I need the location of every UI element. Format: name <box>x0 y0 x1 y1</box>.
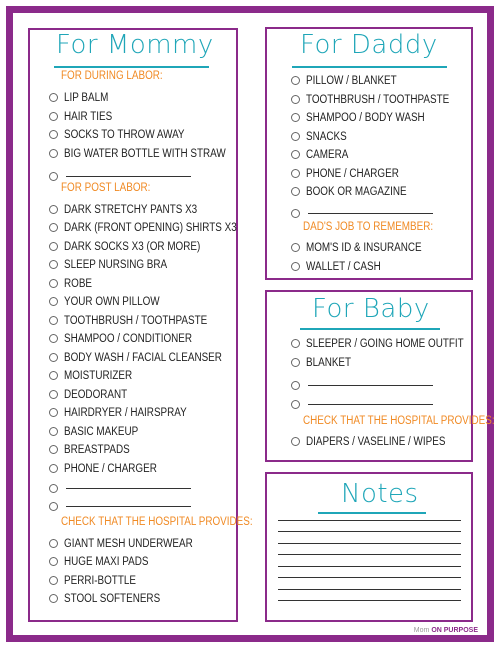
notes-title-underline <box>318 512 426 514</box>
checklist-item[interactable]: DIAPERS / VASELINE / WIPES <box>291 433 468 450</box>
checkbox-circle-icon[interactable] <box>49 539 58 548</box>
notes-line[interactable] <box>278 531 461 532</box>
notes-line[interactable] <box>278 600 461 601</box>
checkbox-circle-icon[interactable] <box>291 243 300 252</box>
checkbox-circle-icon[interactable] <box>291 187 300 196</box>
checklist-item[interactable]: HUGE MAXI PADS <box>49 553 162 570</box>
checkbox-circle-icon[interactable] <box>291 113 300 122</box>
checkbox-circle-icon[interactable] <box>291 169 300 178</box>
checkbox-circle-icon[interactable] <box>49 390 58 399</box>
checklist-item[interactable]: PILLOW / BLANKET <box>291 72 411 89</box>
checkbox-circle-icon[interactable] <box>291 339 300 348</box>
notes-line[interactable] <box>278 577 461 578</box>
checkbox-circle-icon[interactable] <box>291 400 300 409</box>
baby-title-underline <box>300 328 440 330</box>
checklist-item[interactable]: BIG WATER BOTTLE WITH STRAW <box>49 145 252 162</box>
baby-hospital-heading: CHECK THAT THE HOSPITAL PROVIDES: <box>303 415 495 427</box>
checklist-item[interactable]: HAIRDRYER / HAIRSPRAY <box>49 404 207 421</box>
checklist-item[interactable]: SNACKS <box>291 128 353 145</box>
checklist-item[interactable]: SHAMPOO / BODY WASH <box>291 109 444 126</box>
checklist-item[interactable]: SLEEP NURSING BRA <box>49 256 184 273</box>
daddy-title-underline <box>292 66 447 68</box>
write-in-line[interactable] <box>66 176 191 177</box>
checklist-item[interactable]: BASIC MAKEUP <box>49 423 150 440</box>
checklist-item[interactable]: SLEEPER / GOING HOME OUTFIT <box>291 335 489 352</box>
mommy-hospital-heading: CHECK THAT THE HOSPITAL PROVIDES: <box>61 516 253 528</box>
checkbox-circle-icon[interactable] <box>49 93 58 102</box>
checklist-item[interactable]: LIP BALM <box>49 89 116 106</box>
checkbox-circle-icon[interactable] <box>291 262 300 271</box>
checklist-item[interactable]: HAIR TIES <box>49 108 120 125</box>
checklist-item[interactable]: YOUR OWN PILLOW <box>49 293 175 310</box>
checkbox-circle-icon[interactable] <box>291 132 300 141</box>
checkbox-circle-icon[interactable] <box>49 112 58 121</box>
checklist-item[interactable]: DARK SOCKS X3 (OR MORE) <box>49 238 222 255</box>
checklist-item[interactable]: BODY WASH / FACIAL CLEANSER <box>49 349 248 366</box>
blank-checklist-item[interactable] <box>49 498 191 515</box>
checkbox-circle-icon[interactable] <box>291 95 300 104</box>
mommy-post-heading: FOR POST LABOR: <box>61 182 151 194</box>
checkbox-circle-icon[interactable] <box>291 437 300 446</box>
write-in-line[interactable] <box>308 385 433 386</box>
checkbox-circle-icon[interactable] <box>49 594 58 603</box>
checkbox-circle-icon[interactable] <box>49 502 58 511</box>
checkbox-circle-icon[interactable] <box>49 279 58 288</box>
blank-checklist-item[interactable] <box>291 205 433 222</box>
checklist-item[interactable]: SOCKS TO THROW AWAY <box>49 126 204 143</box>
notes-title: Notes <box>341 479 419 509</box>
checkbox-circle-icon[interactable] <box>291 381 300 390</box>
checkbox-circle-icon[interactable] <box>291 150 300 159</box>
checkbox-circle-icon[interactable] <box>49 484 58 493</box>
checkbox-circle-icon[interactable] <box>49 557 58 566</box>
checklist-item[interactable]: TOOTHBRUSH / TOOTHPASTE <box>291 91 473 108</box>
checkbox-circle-icon[interactable] <box>49 260 58 269</box>
blank-checklist-item[interactable] <box>291 396 433 413</box>
brand-prefix: Mom <box>413 627 430 634</box>
daddy-title: For Daddy <box>300 30 438 60</box>
checkbox-circle-icon[interactable] <box>49 223 58 232</box>
brand-name: ON PURPOSE <box>431 627 478 634</box>
checkbox-circle-icon[interactable] <box>49 408 58 417</box>
checklist-item[interactable]: DARK STRETCHY PANTS X3 <box>49 201 219 218</box>
checkbox-circle-icon[interactable] <box>49 464 58 473</box>
checklist-item[interactable]: BOOK OR MAGAZINE <box>291 183 423 200</box>
daddy-job-heading: DAD'S JOB TO REMEMBER: <box>303 221 434 233</box>
checklist-item[interactable]: SHAMPOO / CONDITIONER <box>49 330 213 347</box>
checkbox-circle-icon[interactable] <box>49 172 58 181</box>
checklist-item[interactable]: PHONE / CHARGER <box>291 165 414 182</box>
checklist-item[interactable]: TOOTHBRUSH / TOOTHPASTE <box>49 312 231 329</box>
checklist-item[interactable]: ROBE <box>49 275 97 292</box>
checkbox-circle-icon[interactable] <box>291 209 300 218</box>
checkbox-circle-icon[interactable] <box>291 358 300 367</box>
checkbox-circle-icon[interactable] <box>49 205 58 214</box>
checklist-item[interactable]: PERRI-BOTTLE <box>49 572 148 589</box>
write-in-line[interactable] <box>308 213 433 214</box>
checklist-item[interactable]: CAMERA <box>291 146 355 163</box>
checklist-item[interactable]: WALLET / CASH <box>291 258 393 275</box>
checkbox-circle-icon[interactable] <box>49 371 58 380</box>
checklist-item[interactable]: MOM'S ID & INSURANCE <box>291 239 440 256</box>
notes-line[interactable] <box>278 554 461 555</box>
brand-logo <box>414 627 478 634</box>
mommy-during-heading: FOR DURING LABOR: <box>61 70 163 82</box>
baby-title: For Baby <box>312 294 430 324</box>
checklist-item[interactable]: MOISTURIZER <box>49 367 143 384</box>
checklist-item[interactable]: BREASTPADS <box>49 441 140 458</box>
checkbox-circle-icon[interactable] <box>291 76 300 85</box>
mommy-title: For Mommy <box>56 30 214 60</box>
checklist-item[interactable]: BLANKET <box>291 354 358 371</box>
write-in-line[interactable] <box>66 506 191 507</box>
blank-checklist-item[interactable] <box>291 377 433 394</box>
checklist-item[interactable]: DEODORANT <box>49 386 137 403</box>
mommy-title-underline <box>54 66 209 68</box>
notes-line[interactable] <box>278 543 461 544</box>
checkbox-circle-icon[interactable] <box>49 576 58 585</box>
checkbox-circle-icon[interactable] <box>49 316 58 325</box>
checkbox-circle-icon[interactable] <box>49 334 58 343</box>
write-in-line[interactable] <box>66 488 191 489</box>
checklist-item[interactable]: GIANT MESH UNDERWEAR <box>49 535 214 552</box>
checkbox-circle-icon[interactable] <box>49 130 58 139</box>
notes-line[interactable] <box>278 589 461 590</box>
checklist-item[interactable]: STOOL SOFTENERS <box>49 590 176 607</box>
checkbox-circle-icon[interactable] <box>49 297 58 306</box>
checkbox-circle-icon[interactable] <box>49 427 58 436</box>
checklist-item[interactable]: DARK (FRONT OPENING) SHIRTS X3 <box>49 219 265 236</box>
notes-line[interactable] <box>278 520 461 521</box>
write-in-line[interactable] <box>308 404 433 405</box>
checkbox-circle-icon[interactable] <box>49 149 58 158</box>
checkbox-circle-icon[interactable] <box>49 353 58 362</box>
notes-line[interactable] <box>278 566 461 567</box>
checklist-item[interactable]: PHONE / CHARGER <box>49 460 172 477</box>
checkbox-circle-icon[interactable] <box>49 242 58 251</box>
blank-checklist-item[interactable] <box>49 480 191 497</box>
checkbox-circle-icon[interactable] <box>49 445 58 454</box>
